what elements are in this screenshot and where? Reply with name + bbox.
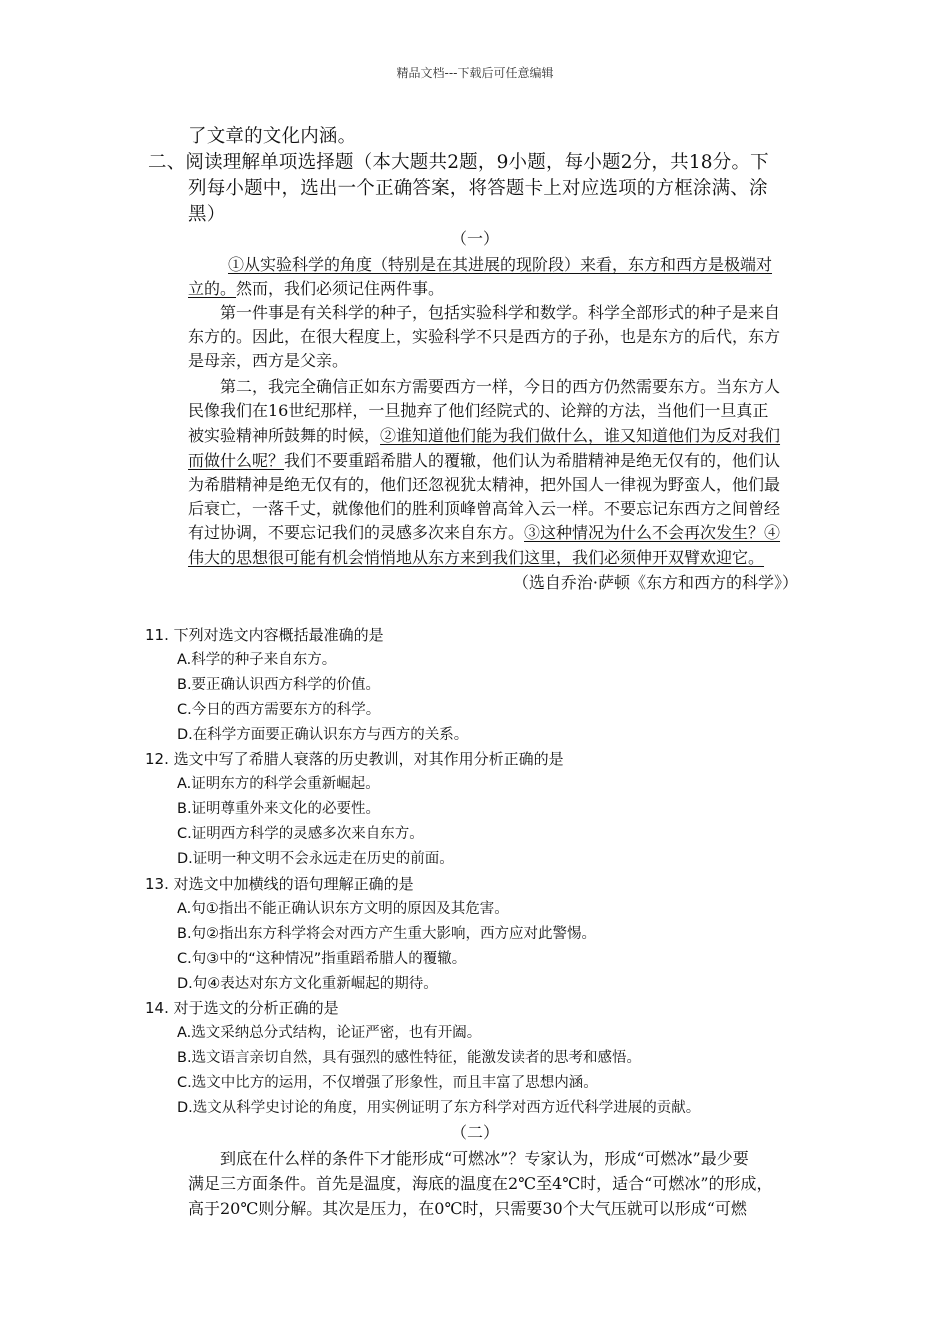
passage1-line: 为希腊精神是绝无仅有的，他们还忽视犹太精神，把外国人一律视为野蛮人，他们最	[188, 475, 781, 494]
question-14-option-d: D.选文从科学史讨论的角度，用实例证明了东方科学对西方近代科学进展的贡献。	[177, 1100, 701, 1116]
underlined-sentence-1: ①从实验科学的角度（特别是在其进展的现阶段）来看，东方和西方是极端对	[228, 255, 773, 274]
text-span: 然而，我们必须记住两件事。	[236, 279, 445, 298]
passage1-line: 第二，我完全确信正如东方需要西方一样，今日的西方仍然需要东方。当东方人	[220, 377, 781, 396]
text-span: 我们不要重蹈希腊人的覆辙，他们认为希腊精神是绝无仅有的，他们认	[284, 451, 781, 470]
question-13-option-d: D.句④表达对东方文化重新崛起的期待。	[177, 976, 438, 992]
underlined-sentence-2: ②谁知道他们能为我们做什么，谁又知道他们为反对我们	[380, 426, 781, 445]
passage1-line: 第一件事是有关科学的种子，包括实验科学和数学。科学全部形式的种子是来自	[220, 303, 781, 322]
passage1-line: 东方的。因此，在很大程度上，实验科学不只是西方的子孙，也是东方的后代，东方	[188, 327, 781, 346]
passage1-line	[188, 425, 780, 447]
text-span: 被实验精神所鼓舞的时候，	[188, 426, 381, 445]
question-13-stem: 13. 对选文中加横线的语句理解正确的是	[145, 875, 414, 893]
question-12-option-a: A.证明东方的科学会重新崛起。	[177, 776, 380, 792]
page-header: 精品文档---下载后可任意编辑	[396, 66, 554, 80]
question-14-stem: 14. 对于选文的分析正确的是	[145, 999, 339, 1017]
passage2-line: 到底在什么样的条件下才能形成“可燃冰”？专家认为，形成“可燃冰”最少要	[220, 1149, 749, 1168]
question-11-option-c: C.今日的西方需要东方的科学。	[177, 702, 381, 718]
passage1-line: 民像我们在16世纪那样，一旦抛弃了他们经院式的、论辩的方法，当他们一旦真正	[188, 401, 769, 420]
passage1-line	[188, 450, 780, 472]
passage2-line: 满足三方面条件。首先是温度，海底的温度在2℃至4℃时，适合“可燃冰”的形成，	[188, 1174, 773, 1193]
passage1-line	[188, 522, 780, 544]
text-span: 有过协调，不要忘记我们的灵感多次来自东方。	[188, 523, 525, 542]
underlined-sentence-2-tail: 而做什么呢？	[188, 451, 285, 470]
question-12-option-d: D.证明一种文明不会永远走在历史的前面。	[177, 851, 454, 867]
question-13-option-c: C.句③中的“这种情况”指重蹈希腊人的覆辙。	[177, 951, 467, 967]
question-14-option-c: C.选文中比方的运用，不仅增强了形象性，而且丰富了思想内涵。	[177, 1075, 598, 1091]
question-13-option-b: B.句②指出东方科学将会对西方产生重大影响，西方应对此警惕。	[177, 926, 597, 942]
underlined-sentence-3: ③这种情况为什么不会再次发生？④	[524, 523, 781, 542]
question-14-option-a: A.选文采纳总分式结构，论证严密，也有开阖。	[177, 1025, 482, 1041]
passage2-heading: （二）	[450, 1123, 499, 1142]
passage1-heading: （一）	[450, 229, 499, 248]
question-12-stem: 12. 选文中写了希腊人衰落的历史教训，对其作用分析正确的是	[145, 750, 564, 768]
question-14-option-b: B.选文语言亲切自然，具有强烈的感性特征，能激发读者的思考和感悟。	[177, 1050, 642, 1066]
question-13-option-a: A.句①指出不能正确认识东方文明的原因及其危害。	[177, 901, 509, 917]
question-12-option-b: B.证明尊重外来文化的必要性。	[177, 801, 381, 817]
question-11-option-a: A.科学的种子来自东方。	[177, 652, 337, 668]
question-12-option-c: C.证明西方科学的灵感多次来自东方。	[177, 826, 424, 842]
underlined-sentence-4: 伟大的思想很可能有机会悄悄地从东方来到我们这里，我们必须伸开双臂欢迎它。	[188, 548, 765, 567]
passage1-line: 是母亲，西方是父亲。	[188, 351, 349, 370]
passage1-line: 后衰亡，一落千丈，就像他们的胜利顶峰曾高耸入云一样。不要忘记东西方之间曾经	[188, 499, 781, 518]
passage2-line: 高于20℃则分解。其次是压力，在0℃时，只需要30个大气压就可以形成“可燃	[188, 1199, 747, 1218]
question-11-option-d: D.在科学方面要正确认识东方与西方的关系。	[177, 727, 469, 743]
question-11-stem: 11. 下列对选文内容概括最准确的是	[145, 626, 384, 644]
section-title-line3: 黑）	[188, 204, 226, 225]
question-11-option-b: B.要正确认识西方科学的价值。	[177, 677, 381, 693]
section-title-line2: 列每小题中，选出一个正确答案，将答题卡上对应选项的方框涂满、涂	[188, 178, 768, 199]
passage1-source: （选自乔治·萨顿《东方和西方的科学》）	[512, 573, 798, 592]
passage1-line	[188, 278, 444, 300]
section-title-line1: 二、阅读理解单项选择题（本大题共2题，9小题，每小题2分，共18分。下	[148, 152, 769, 173]
underlined-sentence-1-tail: 立的。	[188, 279, 237, 298]
intro-tail: 了文章的文化内涵。	[188, 126, 357, 147]
